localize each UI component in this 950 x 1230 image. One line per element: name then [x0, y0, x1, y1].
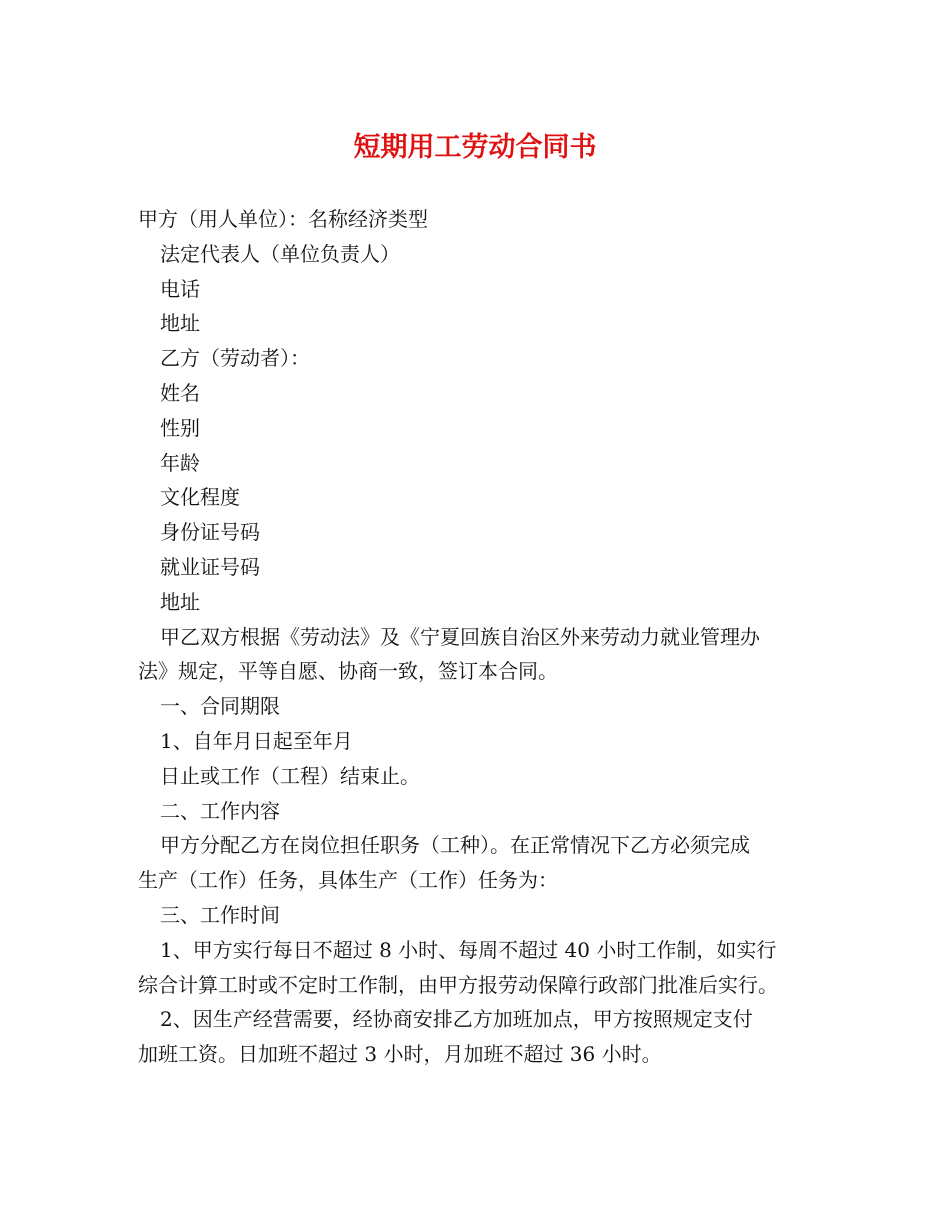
section-heading-1: 一、合同期限 [160, 694, 280, 719]
overtime-line-2: 加班工资。日加班不超过 3 小时，月加班不超过 36 小时。 [138, 1042, 662, 1067]
legal-rep-line: 法定代表人（单位负责人） [160, 241, 400, 266]
work-time-line-2: 综合计算工时或不定时工作制，由甲方报劳动保障行政部门批准后实行。 [138, 972, 778, 997]
work-content-line-1: 甲方分配乙方在岗位担任职务（工种）。在正常情况下乙方必须完成 [160, 833, 750, 858]
party-a-line: 甲方（用人单位）：名称经济类型 [138, 207, 428, 231]
work-content-line-2: 生产（工作）任务，具体生产（工作）任务为： [138, 868, 558, 893]
name-line: 姓名 [160, 380, 200, 405]
preamble-line-1: 甲乙双方根据《劳动法》及《宁夏回族自治区外来劳动力就业管理办 [160, 624, 760, 649]
phone-line: 电话 [160, 276, 200, 301]
document-body [138, 202, 818, 1072]
document-title: 短期用工劳动合同书 [353, 132, 597, 163]
id-number-line: 身份证号码 [160, 520, 260, 545]
age-line: 年龄 [160, 450, 200, 475]
party-b-address-line: 地址 [160, 589, 200, 614]
preamble-line-2: 法》规定，平等自愿、协商一致，签订本合同。 [138, 659, 558, 684]
party-b-line: 乙方（劳动者）： [160, 346, 310, 371]
employment-cert-line: 就业证号码 [160, 554, 260, 579]
term-line-2: 日止或工作（工程）结束止。 [160, 763, 420, 788]
work-time-line-1: 1、甲方实行每日不超过 8 小时、每周不超过 40 小时工作制，如实行 [160, 937, 777, 962]
section-heading-2: 二、工作内容 [160, 798, 280, 823]
gender-line: 性别 [160, 415, 200, 440]
address-line: 地址 [160, 311, 200, 336]
term-line-1: 1、自年月日起至年月 [160, 728, 353, 753]
section-heading-3: 三、工作时间 [160, 902, 280, 927]
overtime-line-1: 2、因生产经营需要，经协商安排乙方加班加点，甲方按照规定支付 [160, 1007, 753, 1032]
education-line: 文化程度 [160, 485, 240, 510]
